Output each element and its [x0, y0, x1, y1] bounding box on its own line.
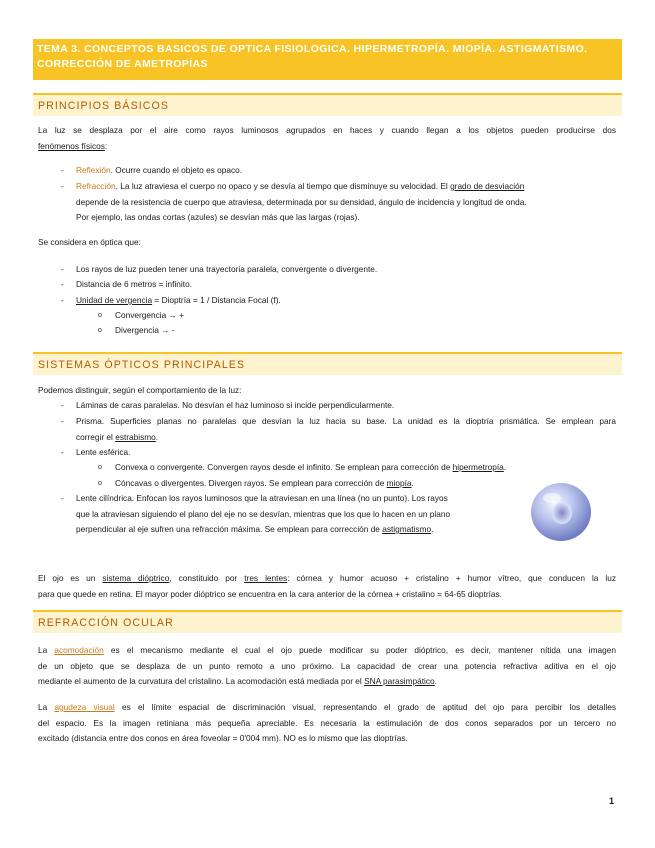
sna-parasimpatico-link: SNA parasimpático: [364, 676, 435, 686]
item-prisma: Prisma. Superficies planas no paralelas que desvían la luz hacia su base. La unidad es la dioptría prismática. Se emplean para corregir el estrabismo.: [76, 416, 616, 442]
intro-line-1: La luz se desplaza por el aire como rayos luminosos agrupados en haces y cuando llegan a los objetos pueden producirse dos: [38, 125, 616, 135]
bullet-dash: -: [61, 165, 64, 175]
bullet-refraccion: Refracción. La luz atraviesa el cuerpo no opaco y se desvía al tiempo que disminuye su velocidad. El grado de desviación depende de la resistencia de cuerpo que atraviesa, determinada por su densidad, ángulo de incidencia y longitud de onda. Por ejemplo, las ondas cortas (azules) se desvían más que las largas (rojas).: [76, 181, 527, 222]
intro-paragraph: [38, 123, 616, 154]
agudeza-paragraph: La agudeza visual es el límite espacial de discriminación visual, representando el grado de aptitud del ojo para percibir los detalles del espacio. Es la imagen retiniana más pequeña apreciable. Es necesaria la estimulación de dos conos separados por un tercero no excitado (distancia entre dos conos en área foveolar = 0'004 mm). NO es lo mismo que las dioptrías.: [38, 702, 616, 743]
optics-item-1: Los rayos de luz pueden tener una trayectoria paralela, convergente o divergente.: [76, 264, 378, 274]
grado-desviacion-link: grado de desviación: [450, 181, 525, 191]
optics-item-2: Distancia de 6 metros = infinito.: [76, 279, 192, 289]
tres-lentes-link: tres lentes: [244, 573, 288, 583]
section-heading-sistemas: SISTEMAS ÓPTICOS PRINCIPALES: [33, 352, 622, 375]
sistemas-intro: Podemos distinguir, según el comportamiento de la luz:: [38, 385, 242, 395]
title-line-2: CORRECCIÓN DE AMETROPÍAS: [37, 59, 208, 70]
title-banner: [33, 39, 622, 80]
refraccion-term: Refracción: [76, 181, 116, 191]
title-line-1: TEMA 3. CONCEPTOS BASICOS DE OPTICA FISIOLOGICA. HIPERMETROPÍA. MIOPÍA. ASTIGMATISMO.: [37, 44, 588, 55]
miopia-link: miopía: [386, 478, 412, 488]
toric-lens-image: [526, 478, 596, 544]
convergencia-subitem: Convergencia → +: [115, 310, 184, 320]
item-lente-cilindrica: Lente cilíndrica. Enfocan los rayos luminosos que la atraviesan en una línea (no un punto). Los rayos que la atraviesan siguiendo el plano del eje no se desvían, mientras que los que lo hacen en un plano perpendicular al eje sufren una refracción máxima. Se emplean para corrección de astigmatismo.: [76, 493, 451, 534]
reflexion-term: Reflexión: [76, 165, 111, 175]
item-lente-esferica: Lente esférica.: [76, 447, 131, 457]
page-number: 1: [609, 796, 615, 806]
astigmatismo-link: astigmatismo: [382, 524, 432, 534]
optics-intro: Se considera en óptica que:: [38, 237, 141, 247]
subitem-concava: Cóncavas o divergentes. Divergen rayos. Se emplean para corrección de miopía.: [115, 478, 414, 488]
hipermetropia-link: hipermetropía: [452, 462, 504, 472]
eye-paragraph: El ojo es un sistema dióptrico, constituido por tres lentes: córnea y humor acuoso + cristalino + humor vítreo, que conducen la luz para que quede en retina. El mayor poder dióptrico se encuentra en la cara anterior de la córnea + cristalino = 64-65 dioptrías.: [38, 573, 616, 599]
item-laminas: Láminas de caras paralelas. No desvían el haz luminoso si incide perpendicularmente.: [76, 400, 395, 410]
estrabismo-link: estrabismo: [115, 431, 156, 442]
bullet-reflexion: Reflexión. Ocurre cuando el objeto es opaco.: [76, 165, 243, 175]
section-heading-principios: PRINCIPIOS BÁSICOS: [33, 93, 622, 116]
section-heading-refraccion: REFRACCIÓN OCULAR: [33, 610, 622, 633]
acomodacion-paragraph: La acomodación es el mecanismo mediante el cual el ojo puede modificar su poder dióptrico, es decir, mantener nítida una imagen de un objeto que se desplaza de un punto remoto a uno próximo. La capacidad de crear una potencia refractiva aditiva en el ojo mediante el aumento de la curvatura del cristalino. La acomodación está mediada por el SNA parasimpático.: [38, 645, 616, 686]
bullet-dash: -: [61, 181, 64, 191]
agudeza-term: agudeza visual: [54, 702, 115, 712]
divergencia-subitem: Divergencia → -: [115, 325, 175, 335]
sistema-dioptrico-link: sistema dióptrico: [102, 573, 170, 583]
fenomenos-link: fenómenos físicos: [38, 140, 105, 151]
optics-item-3: Unidad de vergencia = Dioptría = 1 / Distancia Focal (f).: [76, 295, 281, 305]
intro-line-2: fenómenos físicos:: [38, 140, 108, 151]
vergencia-link: Unidad de vergencia: [76, 295, 153, 305]
acomodacion-term: acomodación: [54, 645, 104, 655]
subitem-convexa: Convexa o convergente. Convergen rayos desde el infinito. Se emplean para corrección de hipermetropía.: [115, 462, 507, 472]
